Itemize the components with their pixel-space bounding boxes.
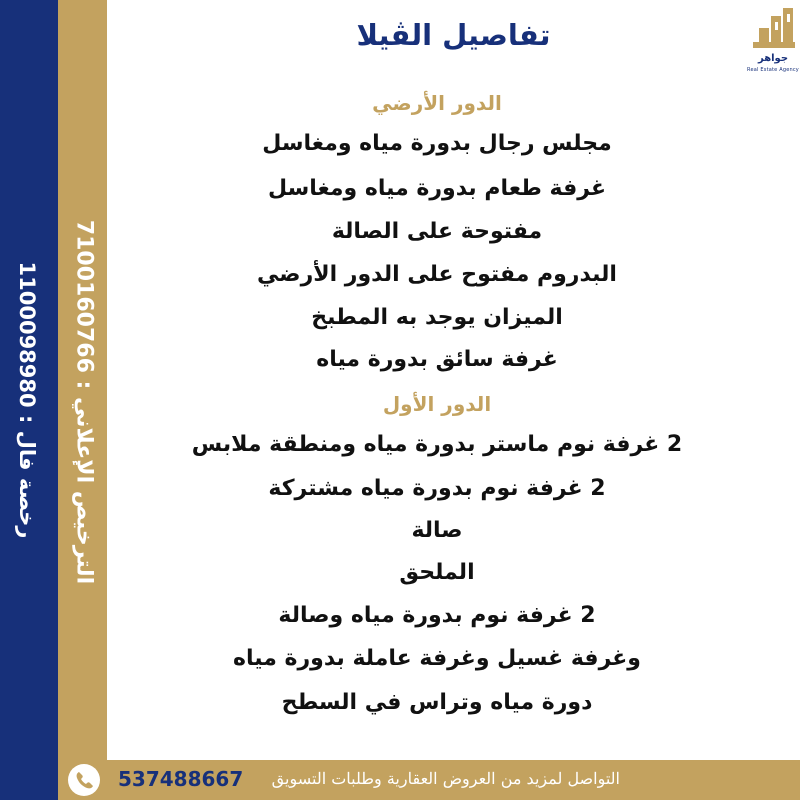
list-item: صالة xyxy=(411,518,463,543)
list-item: دورة مياه وتراس في السطح xyxy=(281,690,593,715)
list-item: 2 غرفة نوم بدورة مياه مشتركة xyxy=(268,476,606,501)
list-item: مجلس رجال بدورة مياه ومغاسل xyxy=(262,131,612,156)
list-item: غرفة طعام بدورة مياه ومغاسل xyxy=(267,176,606,201)
phone-number[interactable]: 537488667 xyxy=(118,767,244,791)
details-panel xyxy=(107,0,800,760)
list-item: وغرفة غسيل وغرفة عاملة بدورة مياه xyxy=(233,646,641,671)
first-floor-heading: الدور الأول xyxy=(382,392,492,416)
phone-icon[interactable] xyxy=(68,764,100,796)
footer-contact-text: التواصل لمزيد من العروض العقارية وطلبات التسويق xyxy=(271,769,620,788)
logo-name: جواهر xyxy=(757,53,789,64)
contact-footer xyxy=(58,760,800,800)
ads-license-bar xyxy=(58,0,107,800)
company-logo xyxy=(745,6,800,76)
page-title: تفاصيل الڤيلا xyxy=(356,18,551,52)
list-item: 2 غرفة نوم ماستر بدورة مياه ومنطقة ملابس xyxy=(191,432,683,457)
list-item: 2 غرفة نوم بدورة مياه وصالة xyxy=(278,603,596,628)
logo-tagline: Real Estate Agency xyxy=(747,67,799,73)
license-bar xyxy=(0,0,58,800)
list-item: مفتوحة على الصالة xyxy=(331,219,543,244)
list-item: البدروم مفتوح على الدور الأرضي xyxy=(257,262,617,287)
ads-license-text: الترخيص الإعلاني : 7100160766 xyxy=(71,219,97,585)
list-item: الميزان يوجد به المطبخ xyxy=(311,305,563,330)
list-item: غرفة سائق بدورة مياه xyxy=(316,347,558,372)
ground-floor-heading: الدور الأرضي xyxy=(372,91,502,115)
list-item: الملحق xyxy=(399,560,475,585)
logo-mark-icon xyxy=(745,6,800,52)
fal-license-text: رخصة فال : 1100098980 xyxy=(15,261,39,539)
